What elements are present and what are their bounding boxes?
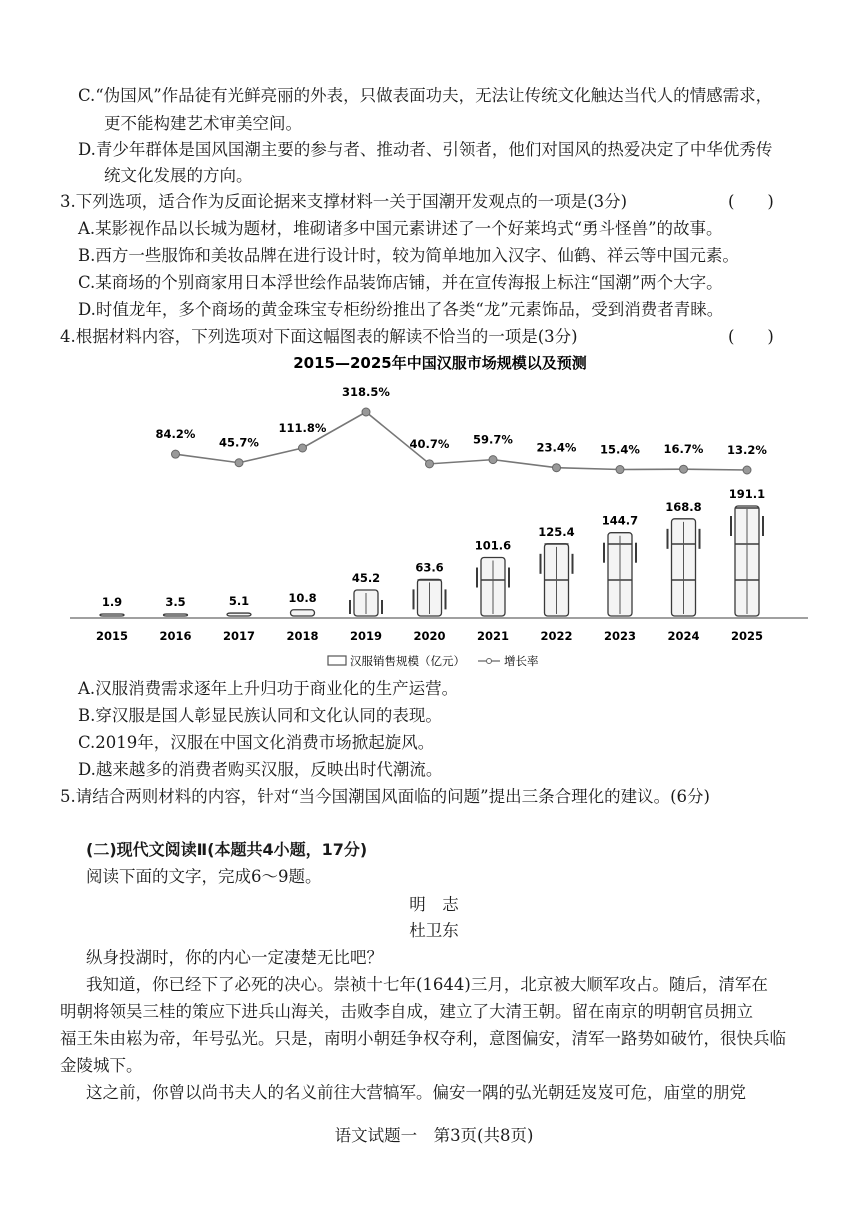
q4-stem: 4.根据材料内容，下列选项对下面这幅图表的解读不恰当的一项是(3分) xyxy=(60,327,578,346)
q4-option-c: C.2019年，汉服在中国文化消费市场掀起旋风。 xyxy=(78,733,435,752)
growth-label: 84.2% xyxy=(155,427,196,442)
paragraph-3-line-1: 这之前，你曾以尚书夫人的名义前往大营犒军。偏安一隅的弘光朝廷岌岌可危，庙堂的朋党 xyxy=(86,1083,746,1102)
bar xyxy=(668,519,700,616)
x-tick-label: 2023 xyxy=(603,629,637,643)
growth-point xyxy=(235,459,243,467)
bar-value-label: 1.9 xyxy=(101,595,123,609)
article-title: 明 志 xyxy=(409,895,459,914)
growth-point xyxy=(362,408,370,416)
growth-label: 45.7% xyxy=(219,435,259,450)
q2-option-d: D.青少年群体是国风国潮主要的参与者、推动者、引领者，他们对国风的热爱决定了中华优秀传 xyxy=(78,140,773,159)
bar-value-label: 191.1 xyxy=(728,487,766,501)
growth-point xyxy=(489,456,497,464)
x-tick-label: 2018 xyxy=(286,629,319,643)
bar-value-label: 3.5 xyxy=(165,594,186,609)
q3-option-b: B.西方一些服饰和美妆品牌在进行设计时，较为简单地加入汉字、仙鹤、祥云等中国元素。 xyxy=(78,246,739,265)
bar-value-label: 63.6 xyxy=(415,560,444,575)
bar-value-label: 125.4 xyxy=(538,524,575,539)
legend-line-label: 增长率 xyxy=(504,654,539,668)
bar-value-label: 10.8 xyxy=(288,590,317,605)
bar-body xyxy=(291,610,315,616)
growth-label: 40.7% xyxy=(409,436,450,451)
bar xyxy=(541,544,573,616)
paragraph-1: 纵身投湖时，你的内心一定凄楚无比吧？ xyxy=(86,948,383,967)
q5-stem: 5.请结合两则材料的内容，针对“当今国潮国风面临的问题”提出三条合理化的建议。(6分) xyxy=(60,787,710,806)
growth-label: 59.7% xyxy=(473,432,513,447)
x-tick-label: 2021 xyxy=(476,629,510,643)
bar-value-label: 144.7 xyxy=(601,513,639,528)
section-instruction: 阅读下面的文字，完成6～9题。 xyxy=(86,867,322,886)
bar xyxy=(164,614,188,616)
growth-label: 23.4% xyxy=(536,440,577,455)
bar xyxy=(414,579,446,616)
bar xyxy=(731,506,763,616)
bar-body xyxy=(100,614,124,616)
legend-bar-label: 汉服销售规模（亿元） xyxy=(350,654,465,668)
chart-legend xyxy=(328,654,539,668)
growth-point xyxy=(172,450,180,458)
q3-answer-paren: ( ) xyxy=(728,192,774,211)
growth-point xyxy=(553,464,561,472)
growth-label: 13.2% xyxy=(727,443,767,457)
growth-label: 111.8% xyxy=(278,421,327,435)
x-tick-label: 2017 xyxy=(222,629,256,643)
page-footer: 语文试题一 第3页(共8页) xyxy=(334,1126,534,1145)
paragraph-2-line-3: 福王朱由崧为帝，年号弘光。只是，南明小朝廷争权夺利，意图偏安，清军一路势如破竹，很快兵临 xyxy=(60,1029,786,1048)
growth-line xyxy=(176,412,748,470)
bar-value-label: 101.6 xyxy=(474,538,512,553)
q3-option-d: D.时值龙年，多个商场的黄金珠宝专柜纷纷推出了各类“龙”元素饰品，受到消费者青睐。 xyxy=(78,300,724,319)
q3-stem: 3.下列选项，适合作为反面论据来支撑材料一关于国潮开发观点的一项是(3分) xyxy=(60,192,628,211)
x-tick-label: 2022 xyxy=(540,629,573,643)
growth-point xyxy=(680,465,688,473)
x-tick-label: 2019 xyxy=(349,629,383,643)
section-heading: (二)现代文阅读Ⅱ(本题共4小题，17分) xyxy=(86,840,368,859)
paragraph-2-line-4: 金陵城下。 xyxy=(60,1056,143,1075)
q2-option-c: C.“伪国风”作品徒有光鲜亮丽的外表，只做表面功夫，无法让传统文化触达当代人的情感需求， xyxy=(78,86,773,105)
x-tick-label: 2020 xyxy=(413,629,446,643)
legend-line-dot xyxy=(487,659,492,664)
bar xyxy=(227,613,251,616)
bar-value-label: 45.2 xyxy=(351,570,381,585)
paragraph-2-line-1: 我知道，你已经下了必死的决心。崇祯十七年(1644)三月，北京被大顺军攻占。随后，清军在 xyxy=(86,975,768,994)
bar xyxy=(477,558,509,616)
q2-option-c-cont: 更不能构建艺术审美空间。 xyxy=(104,114,302,133)
bar-body xyxy=(227,613,251,616)
q3-option-a: A.某影视作品以长城为题材，堆砌诸多中国元素讲述了一个好莱坞式“勇斗怪兽”的故事。 xyxy=(78,219,723,238)
q4-option-a: A.汉服消费需求逐年上升归功于商业化的生产运营。 xyxy=(78,679,459,698)
growth-point xyxy=(743,466,751,474)
bar-body xyxy=(164,614,188,616)
bar xyxy=(291,610,315,616)
q4-option-d: D.越来越多的消费者购买汉服，反映出时代潮流。 xyxy=(78,760,443,779)
x-tick-label: 2025 xyxy=(730,629,764,643)
bar xyxy=(350,590,382,616)
bar-value-label: 168.8 xyxy=(665,499,702,514)
growth-point xyxy=(616,466,624,474)
growth-point xyxy=(299,444,307,452)
paragraph-2-line-2: 明朝将领吴三桂的策应下进兵山海关，击败李自成，建立了大清王朝。留在南京的明朝官员拥立 xyxy=(60,1002,753,1021)
growth-point xyxy=(426,460,434,468)
growth-label: 15.4% xyxy=(600,442,640,457)
legend-bar-swatch xyxy=(328,656,346,665)
q4-answer-paren: ( ) xyxy=(728,327,774,346)
x-tick-label: 2024 xyxy=(667,629,700,643)
growth-label: 318.5% xyxy=(342,385,390,399)
q4-option-b: B.穿汉服是国人彰显民族认同和文化认同的表现。 xyxy=(78,706,442,725)
x-tick-label: 2015 xyxy=(95,629,129,643)
bar xyxy=(604,533,636,616)
chart-title: 2015—2025年中国汉服市场规模以及预测 xyxy=(293,354,587,372)
hanfu-market-chart xyxy=(60,350,820,675)
x-tick-label: 2016 xyxy=(159,629,192,643)
bar-value-label: 5.1 xyxy=(228,594,250,609)
growth-label: 16.7% xyxy=(663,442,704,457)
article-author: 杜卫东 xyxy=(409,921,459,940)
q3-option-c: C.某商场的个别商家用日本浮世绘作品装饰店铺，并在宣传海报上标注“国潮”两个大字。 xyxy=(78,273,723,292)
bar xyxy=(100,614,124,616)
q2-option-d-cont: 统文化发展的方向。 xyxy=(104,166,253,185)
